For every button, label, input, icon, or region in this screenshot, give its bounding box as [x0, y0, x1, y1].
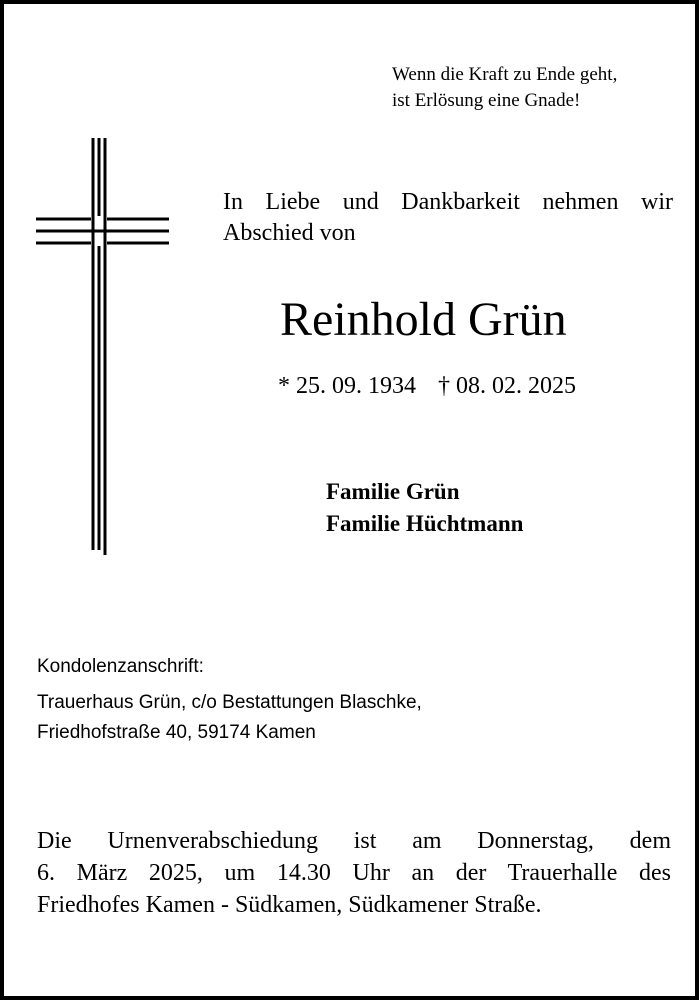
birth-date: * 25. 09. 1934	[278, 373, 416, 399]
condolence-address	[37, 652, 422, 748]
ceremony-line-1: Die Urnenverabschiedung ist am Donnerstag, dem	[37, 828, 671, 854]
motto-line-2: ist Erlösung eine Gnade!	[392, 90, 581, 111]
cross-icon	[32, 134, 174, 559]
motto-line-1: Wenn die Kraft zu Ende geht,	[392, 64, 618, 85]
family-name: Familie Grün	[326, 479, 460, 504]
intro-text	[223, 187, 673, 249]
intro-line-2: Abschied von	[223, 220, 356, 246]
intro-line-1: In Liebe und Dankbarkeit nehmen wir	[223, 189, 673, 215]
motto	[392, 62, 617, 114]
life-dates	[278, 370, 576, 402]
condolence-line-2: Friedhofstraße 40, 59174 Kamen	[37, 722, 316, 743]
family-signatures	[326, 476, 523, 540]
family-name: Familie Hüchtmann	[326, 511, 524, 536]
death-date: † 08. 02. 2025	[438, 373, 576, 399]
condolence-label: Kondolenzanschrift:	[37, 656, 204, 677]
deceased-name: Reinhold Grün	[280, 293, 567, 346]
ceremony-line-3: Friedhofes Kamen - Südkamen, Südkamener Straße.	[37, 892, 542, 918]
condolence-line-1: Trauerhaus Grün, c/o Bestattungen Blaschke,	[37, 692, 422, 713]
ceremony-line-2: 6. März 2025, um 14.30 Uhr an der Trauerhalle des	[37, 860, 671, 886]
ceremony-info	[37, 825, 671, 921]
